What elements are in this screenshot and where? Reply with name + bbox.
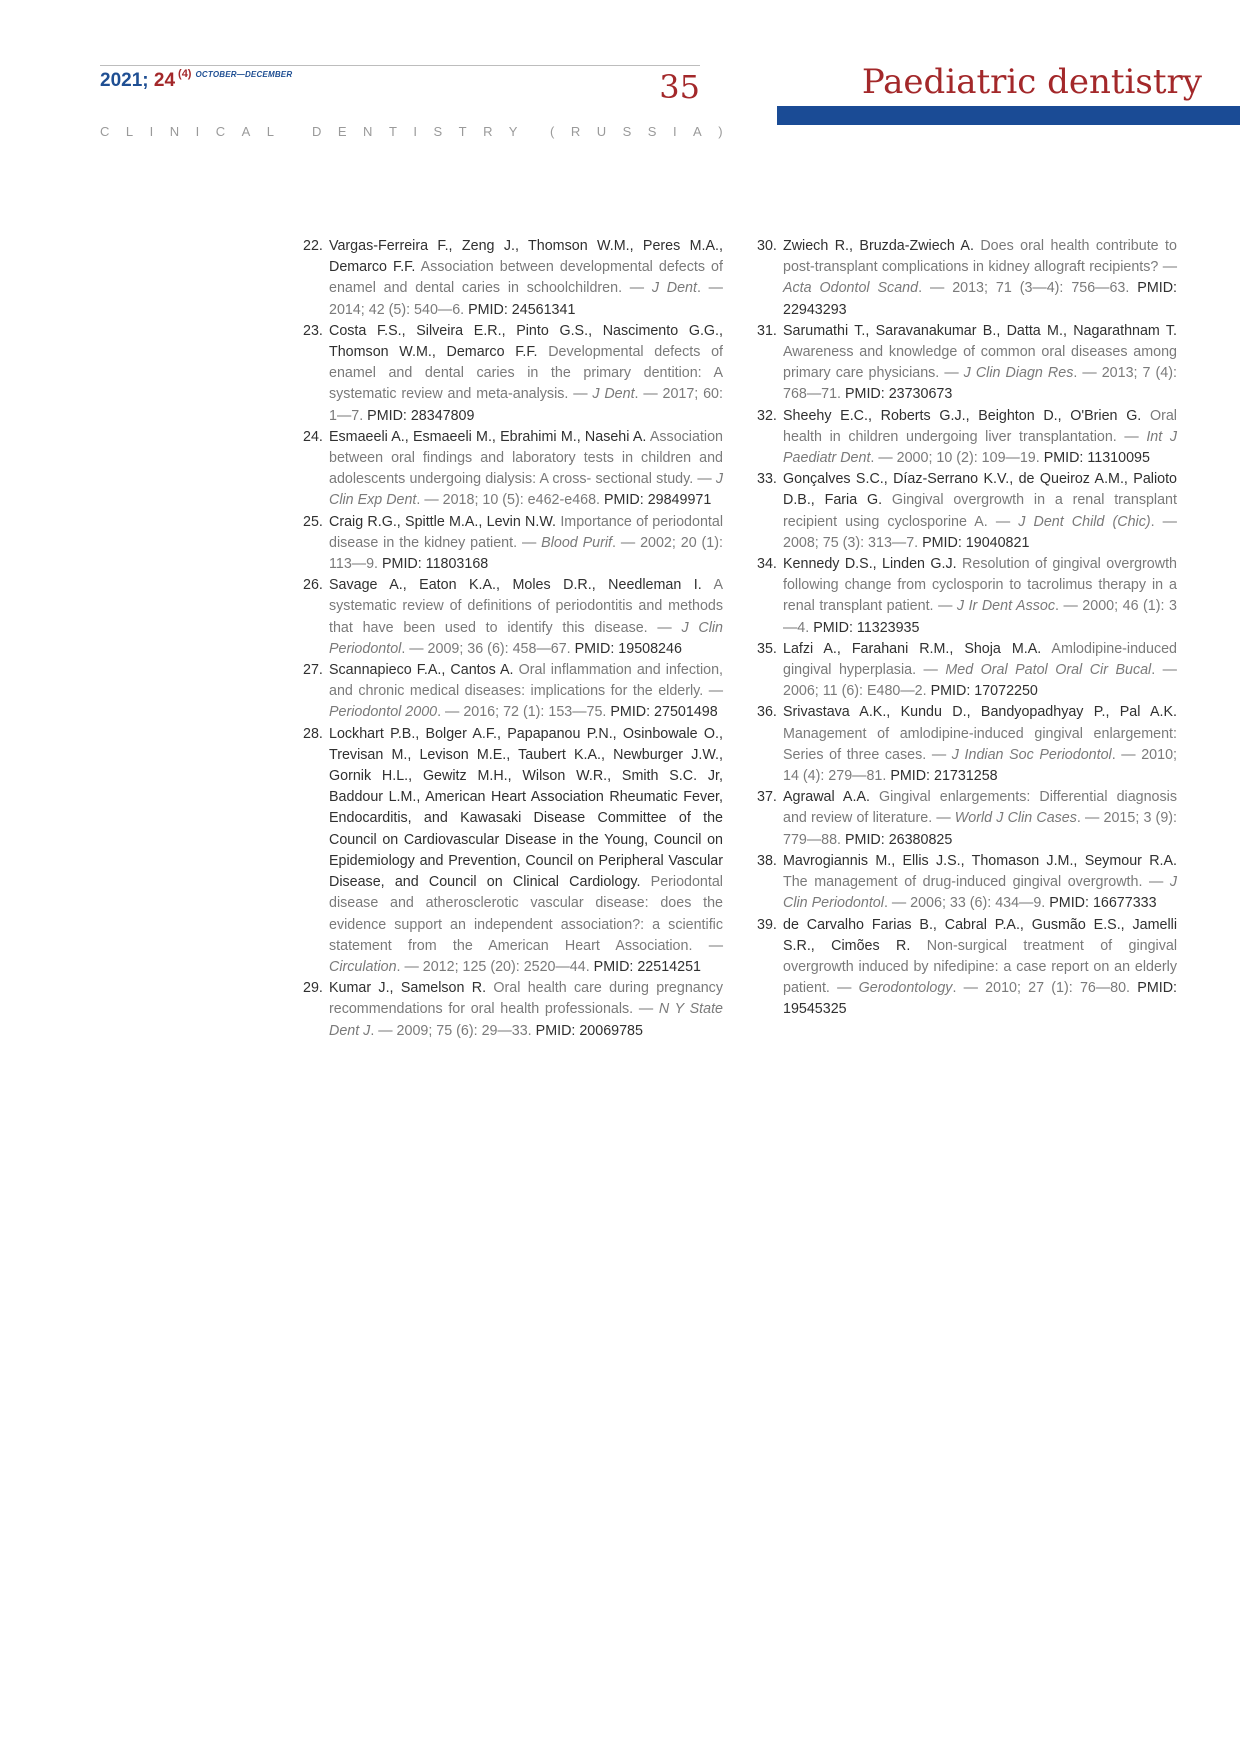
- reference-item: [757, 236, 1177, 321]
- reference-journal: Circulation: [329, 958, 397, 975]
- reference-item: [757, 321, 1177, 406]
- reference-authors: Gonçalves S.C., Díaz-Serrano K.V., de Queiroz A.M., Palioto D.B., Faria G.: [783, 471, 1177, 509]
- reference-pmid: PMID: 20069785: [535, 1022, 643, 1039]
- reference-details: . — 2009; 75 (6): 29—33.: [370, 1022, 532, 1039]
- reference-journal: Int J Paediatr Dent: [783, 428, 1177, 467]
- reference-item: [757, 915, 1177, 1021]
- reference-number: 28.: [303, 725, 323, 742]
- reference-number: 27.: [303, 662, 323, 679]
- reference-authors: Lafzi A., Farahani R.M., Shoja M.A.: [783, 640, 1042, 657]
- issue-volume: 24: [153, 70, 176, 91]
- reference-authors: Craig R.G., Spittle M.A., Levin N.W.: [329, 513, 557, 530]
- reference-item: [757, 406, 1177, 470]
- reference-pmid: PMID: 28347809: [367, 407, 475, 424]
- reference-journal: Periodontol 2000: [329, 704, 438, 721]
- reference-journal: Blood Purif: [541, 534, 613, 551]
- reference-number: 32.: [757, 407, 777, 424]
- reference-authors: Kumar J., Samelson R.: [329, 980, 487, 997]
- reference-pmid: PMID: 16677333: [1049, 895, 1157, 912]
- reference-details: . — 2000; 46 (1): 3—4.: [783, 598, 1177, 636]
- reference-title: Non-surgical treatment of gingival overgrowth induced by nifedipine: a case report on an elderly patient. —: [783, 937, 1177, 997]
- reference-details: . — 2012; 125 (20): 2520—44.: [396, 958, 590, 975]
- reference-details: . — 2006; 11 (6): E480—2.: [783, 662, 1177, 700]
- reference-title: Importance of periodontal disease in the kidney patient. —: [329, 513, 724, 551]
- reference-number: 30.: [757, 238, 777, 254]
- reference-pmid: PMID: 19508246: [574, 640, 682, 657]
- reference-title: Association between developmental defects of enamel and dental caries in schoolchildren. —: [329, 259, 723, 297]
- journal-word-2: DENTISTRY: [312, 124, 534, 139]
- issue-info: [100, 68, 292, 92]
- reference-details: . — 2013; 71 (3—4): 756—63.: [918, 280, 1130, 297]
- reference-pmid: PMID: 29849971: [604, 492, 712, 509]
- section-title-bar: [777, 106, 1240, 125]
- reference-authors: Sheehy E.C., Roberts G.J., Beighton D., O'Brien G.: [783, 407, 1142, 424]
- reference-number: 24.: [303, 428, 323, 445]
- reference-item: [303, 236, 723, 321]
- reference-number: 35.: [757, 640, 777, 657]
- reference-item: [757, 851, 1177, 915]
- reference-authors: Lockhart P.B., Bolger A.F., Papapanou P.N., Osinbowale O., Trevisan M., Levison M.E., Taubert K.A., Newburger J.W., Gornik H.L., Gewitz M.H., Wilson W.R., Smith S.C. Jr, Baddour L.M., American Heart Association Rheumatic Fever, Endocarditis, and Kawasaki Disease Committee of the Council on Cardiovascular Disease in the Young, Council on Epidemiology and Prevention, Council on Peripheral Vascular Disease, and Council on Clinical Cardiology.: [329, 725, 723, 891]
- reference-item: [757, 639, 1177, 703]
- reference-journal: Gerodontology: [858, 980, 953, 997]
- reference-pmid: PMID: 11323935: [813, 619, 920, 636]
- reference-details: . — 2000; 10 (2): 109—19.: [870, 450, 1040, 467]
- reference-authors: de Carvalho Farias B., Cabral P.A., Gusmão E.S., Jamelli S.R., Cimões R.: [783, 916, 1177, 954]
- reference-title: Resolution of gingival overgrowth following change from cyclosporin to tacrolimus therapy in a renal transplant patient. —: [783, 556, 1177, 615]
- reference-number: 39.: [757, 916, 777, 933]
- reference-title: Developmental defects of enamel and dental caries in the primary dentition: A systematic review and meta-analysis. —: [329, 344, 723, 403]
- reference-details: . — 2017; 60: 1—7.: [329, 386, 723, 424]
- reference-pmid: PMID: 27501498: [610, 704, 718, 721]
- reference-number: 34.: [757, 556, 777, 573]
- reference-title: The management of drug-induced gingival overgrowth. —: [783, 874, 1164, 891]
- reference-details: . — 2013; 7 (4): 768—71.: [783, 365, 1177, 403]
- reference-number: 25.: [303, 513, 323, 530]
- reference-journal: J Clin Periodontol: [329, 619, 723, 657]
- reference-item: [757, 554, 1177, 639]
- reference-authors: Vargas-Ferreira F., Zeng J., Thomson W.M., Peres M.A., Demarco F.F.: [329, 238, 723, 276]
- reference-number: 33.: [757, 471, 777, 488]
- reference-journal: J Clin Periodontol: [783, 874, 1177, 912]
- reference-pmid: PMID: 22943293: [783, 280, 1177, 318]
- reference-details: . — 2009; 36 (6): 458—67.: [401, 640, 571, 657]
- page-number: 35: [659, 68, 700, 106]
- reference-item: [303, 427, 723, 512]
- reference-pmid: PMID: 24561341: [468, 301, 576, 318]
- references-right-column: [757, 236, 1177, 1021]
- reference-authors: Zwiech R., Bruzda-Zwiech A.: [783, 238, 974, 254]
- reference-details: . — 2010; 14 (4): 279—81.: [783, 746, 1177, 785]
- reference-title: Gingival enlargements: Differential diagnosis and review of literature. —: [783, 789, 1177, 827]
- reference-details: . — 2018; 10 (5): e462-e468.: [416, 492, 601, 509]
- reference-authors: Agrawal A.A.: [783, 789, 870, 806]
- reference-journal: J Indian Soc Periodontol: [951, 746, 1112, 763]
- reference-details: . — 2008; 75 (3): 313—7.: [783, 513, 1177, 551]
- journal-name: [100, 124, 740, 144]
- reference-item: [303, 978, 723, 1042]
- reference-details: . — 2010; 27 (1): 76—80.: [952, 980, 1131, 997]
- reference-number: 36.: [757, 704, 777, 721]
- reference-title: Oral health in children undergoing liver transplantation. —: [783, 407, 1177, 445]
- reference-details: . — 2002; 20 (1): 113—9.: [329, 534, 723, 573]
- reference-authors: Kennedy D.S., Linden G.J.: [783, 556, 957, 573]
- reference-item: [757, 469, 1177, 554]
- issue-months: OCTOBER—DECEMBER: [195, 70, 293, 79]
- reference-number: 38.: [757, 852, 777, 869]
- reference-journal: J Clin Diagn Res: [963, 365, 1074, 382]
- issue-year: 2021;: [100, 70, 149, 91]
- reference-pmid: PMID: 11803168: [382, 556, 489, 573]
- reference-journal: Acta Odontol Scand: [783, 280, 919, 297]
- reference-journal: J Dent: [592, 386, 635, 403]
- reference-title: Awareness and knowledge of common oral diseases among primary care physicians. —: [783, 344, 1177, 382]
- reference-title: Management of amlodipine-induced gingival enlargement: Series of three cases. —: [783, 725, 1177, 763]
- reference-item: [303, 321, 723, 427]
- reference-details: . — 2016; 72 (1): 153—75.: [437, 704, 607, 721]
- reference-pmid: PMID: 19545325: [783, 980, 1177, 1018]
- reference-journal: J Clin Exp Dent: [329, 471, 723, 509]
- reference-journal: World J Clin Cases: [954, 810, 1077, 827]
- reference-journal: N Y State Dent J: [329, 1001, 724, 1039]
- reference-pmid: PMID: 23730673: [845, 386, 953, 403]
- reference-title: Amlodipine-induced gingival hyperplasia. —: [783, 640, 1177, 679]
- reference-title: Gingival overgrowth in a renal transplant recipient using cyclosporine A. —: [783, 492, 1177, 530]
- reference-number: 22.: [303, 238, 323, 254]
- reference-pmid: PMID: 17072250: [930, 683, 1038, 700]
- reference-number: 31.: [757, 322, 777, 339]
- reference-journal: J Dent: [651, 280, 697, 297]
- reference-authors: Sarumathi T., Saravanakumar B., Datta M., Nagarathnam T.: [783, 322, 1177, 339]
- reference-title: Oral inflammation and infection, and chronic medical diseases: implications for the elderly. —: [329, 662, 723, 700]
- reference-journal: J Ir Dent Assoc: [956, 598, 1055, 615]
- reference-number: 37.: [757, 789, 777, 806]
- reference-pmid: PMID: 26380825: [845, 831, 953, 848]
- journal-word-1: CLINICAL: [100, 124, 291, 139]
- reference-item: [303, 724, 723, 978]
- reference-item: [303, 660, 723, 724]
- reference-journal: J Dent Child (Chic): [1018, 513, 1151, 530]
- reference-authors: Esmaeeli A., Esmaeeli M., Ebrahimi M., Nasehi A.: [329, 428, 647, 445]
- reference-title: Oral health care during pregnancy recommendations for oral health professionals. —: [329, 980, 723, 1018]
- reference-authors: Costa F.S., Silveira E.R., Pinto G.S., Nascimento G.G., Thomson W.M., Demarco F.F.: [329, 322, 723, 361]
- reference-details: . — 2006; 33 (6): 434—9.: [883, 895, 1046, 912]
- reference-title: A systematic review of definitions of periodontitis and methods that have been used to identify this disease. —: [329, 577, 723, 636]
- reference-title: Does oral health contribute to post-transplant complications in kidney allograft recipients? —: [783, 238, 1177, 276]
- reference-item: [757, 702, 1177, 787]
- reference-number: 29.: [303, 980, 323, 997]
- reference-authors: Mavrogiannis M., Ellis J.S., Thomason J.M., Seymour R.A.: [783, 852, 1177, 869]
- reference-title: Periodontal disease and atherosclerotic vascular disease: does the evidence support an independent association?: a scientific statement from the American Heart Association. —: [329, 874, 723, 954]
- journal-word-3: (RUSSIA): [550, 124, 740, 139]
- reference-authors: Scannapieco F.A., Cantos A.: [329, 662, 514, 679]
- reference-authors: Savage A., Eaton K.A., Moles D.R., Needleman I.: [329, 577, 702, 594]
- section-title: Paediatric dentistry: [861, 62, 1202, 102]
- references-left-column: [303, 236, 723, 1042]
- reference-title: Association between oral findings and laboratory tests in children and adolescents undergoing dialysis: A cross- sectional study. —: [329, 428, 723, 488]
- reference-number: 26.: [303, 577, 323, 594]
- reference-item: [303, 512, 723, 576]
- reference-details: . — 2014; 42 (5): 540—6.: [329, 280, 723, 318]
- reference-pmid: PMID: 19040821: [922, 534, 1030, 551]
- reference-item: [757, 787, 1177, 851]
- reference-item: [303, 575, 723, 660]
- reference-pmid: PMID: 21731258: [890, 768, 998, 785]
- reference-number: 23.: [303, 322, 323, 339]
- reference-pmid: PMID: 22514251: [593, 958, 701, 975]
- reference-details: . — 2015; 3 (9): 779—88.: [783, 810, 1177, 848]
- reference-authors: Srivastava A.K., Kundu D., Bandyopadhyay P., Pal A.K.: [783, 704, 1177, 721]
- reference-journal: Med Oral Patol Oral Cir Bucal: [945, 662, 1152, 679]
- header-rule: [100, 65, 700, 66]
- reference-pmid: PMID: 11310095: [1043, 450, 1150, 467]
- issue-number: (4): [178, 68, 192, 80]
